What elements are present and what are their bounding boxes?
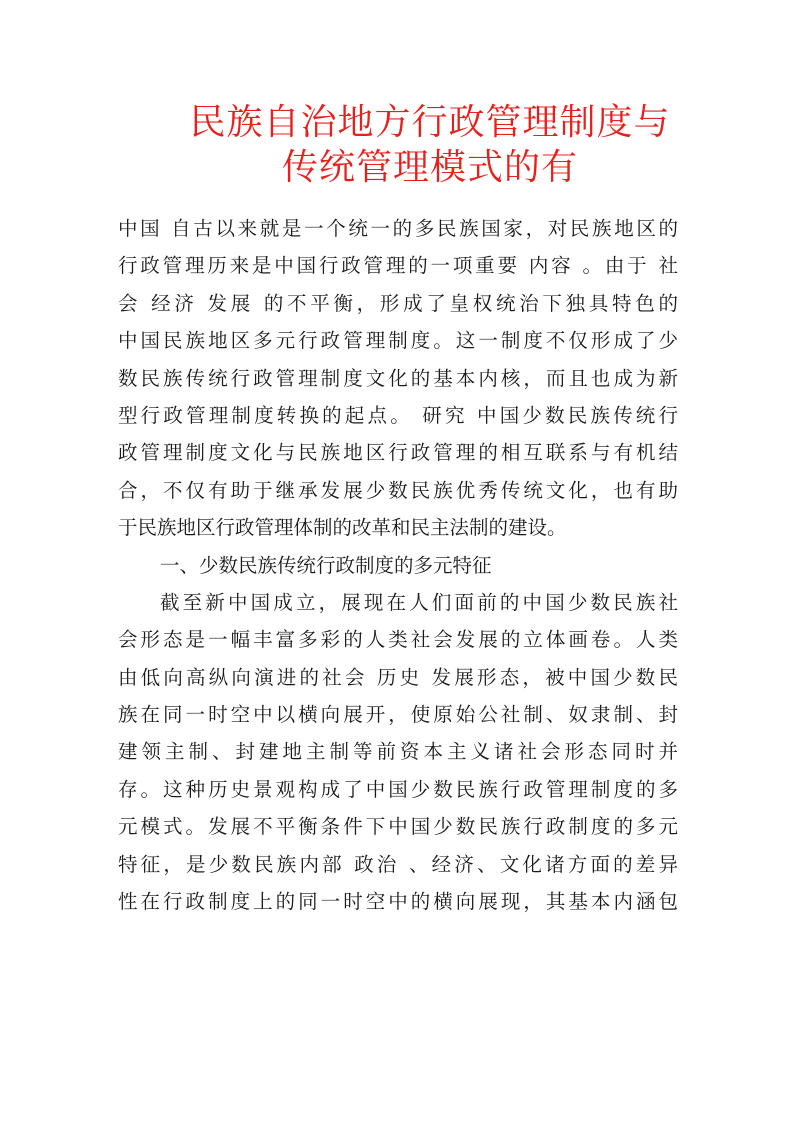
text-line: 由低向高纵向演进的社会 历史 发展形态，被中国少数民 xyxy=(118,665,678,689)
paragraph-section-one xyxy=(118,584,678,921)
title-line: 民族自治地方行政管理制度与 xyxy=(189,102,671,143)
text-line: 性在行政制度上的同一时空中的横向展现，其基本内涵包 xyxy=(118,890,678,914)
text-line: 元模式。发展不平衡条件下中国少数民族行政制度的多元 xyxy=(118,815,678,839)
text-line: 中国 自古以来就是一个统一的多民族国家，对民族地区的 xyxy=(118,217,678,240)
text-line: 行政管理历来是中国行政管理的一项重要 内容 。由于 社 xyxy=(118,254,678,278)
text-line: 中国民族地区多元行政管理制度。这一制度不仅形成了少 xyxy=(118,329,678,353)
text-line: 建领主制、封建地主制等前资本主义诸社会形态同时并 xyxy=(118,740,678,764)
document-title xyxy=(150,100,710,190)
document-body xyxy=(118,210,678,920)
text-line: 特征，是少数民族内部 政治 、经济、文化诸方面的差异 xyxy=(118,852,678,876)
text-line: 数民族传统行政管理制度文化的基本内核，而且也成为新 xyxy=(118,366,678,390)
text-line: 于民族地区行政管理体制的改革和民主法制的建设。 xyxy=(118,516,567,540)
text-line: 会 经济 发展 的不平衡，形成了皇权统治下独具特色的 xyxy=(118,291,678,315)
title-line: 传统管理模式的有 xyxy=(281,147,578,188)
text-line: 政管理制度文化与民族地区行政管理的相互联系与有机结 xyxy=(118,441,678,465)
text-line: 会形态是一幅丰富多彩的人类社会发展的立体画卷。人类 xyxy=(118,628,678,652)
text-line: 合，不仅有助于继承发展少数民族优秀传统文化，也有助 xyxy=(118,478,678,502)
text-line: 型行政管理制度转换的起点。 研究 中国少数民族传统行 xyxy=(118,403,678,427)
section-heading xyxy=(118,547,678,584)
paragraph-intro xyxy=(118,210,678,547)
text-line: 族在同一时空中以横向展开，使原始公社制、奴隶制、封 xyxy=(118,703,678,727)
text-line: 截至新中国成立，展现在人们面前的中国少数民族社 xyxy=(160,590,678,614)
text-line: 存。这种历史景观构成了中国少数民族行政管理制度的多 xyxy=(118,777,678,801)
section-heading-text: 一、少数民族传统行政制度的多元特征 xyxy=(160,553,492,577)
